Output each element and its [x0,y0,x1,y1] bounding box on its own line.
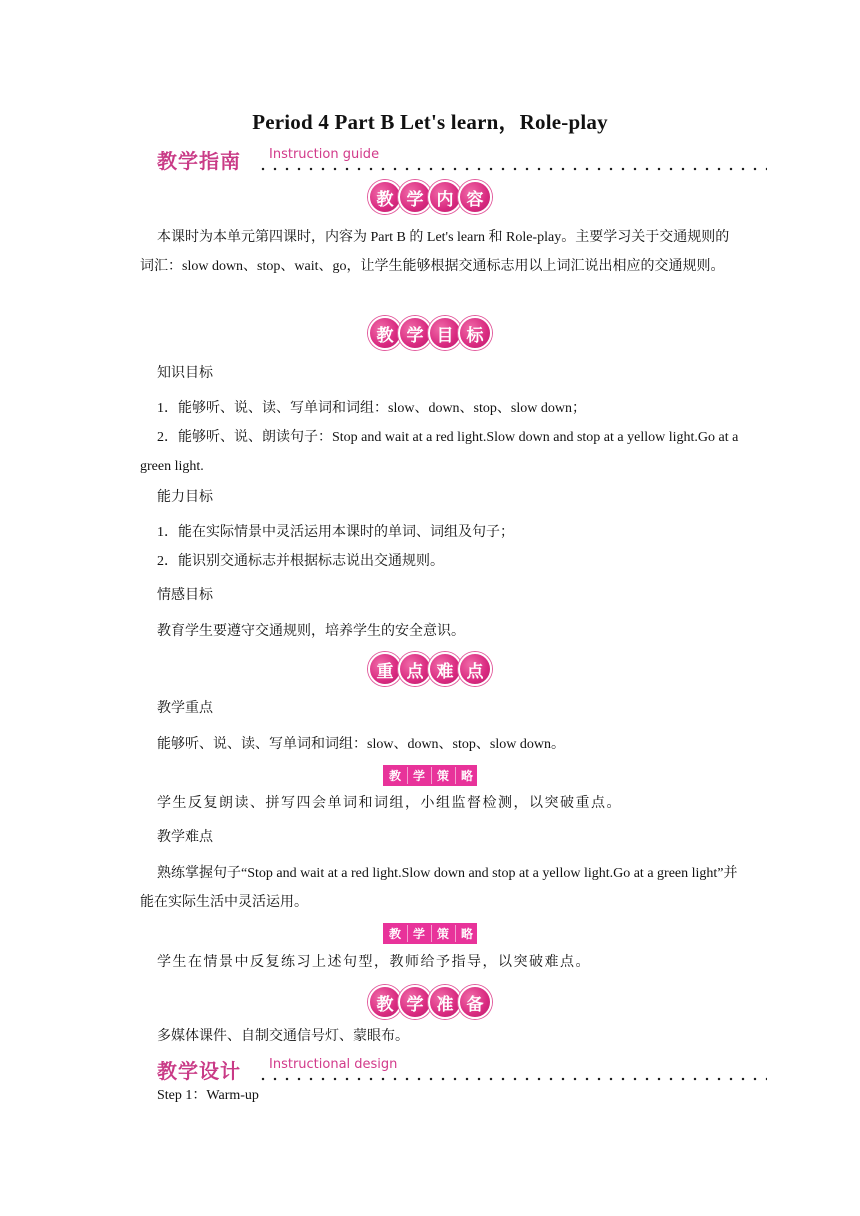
tag-char: 教 [388,769,401,783]
emotion-heading: 情感目标 [157,587,213,603]
badge-char: 容 [458,180,492,214]
section-header-guide [157,145,767,175]
badge-char: 重 [368,652,402,686]
section-title-cn: 教学指南 [157,149,241,173]
ability-item-1: 1．能在实际情景中灵活运用本课时的单词、词组及句子； [157,525,514,540]
tag-char: 略 [455,925,473,942]
ability-item-2: 2．能识别交通标志并根据标志说出交通规则。 [157,554,444,569]
content-paragraph: 本课时为本单元第四课时，内容为 Part B 的 Let's learn 和 Role-play。主要学习关于交通规则的词汇：slow down、stop、wait、go，让学生能够根据交通标志用以上词汇说出相应的交通规则。 [140,230,730,274]
badge-char: 学 [398,985,432,1019]
tag-char: 学 [407,767,425,784]
tag-char: 学 [407,925,425,942]
difficult-strategy-text: 学生在情景中反复练习上述句型，教师给予指导，以突破难点。 [157,954,591,970]
badge-char: 点 [458,652,492,686]
badge-char: 目 [428,316,462,350]
knowledge-item-2: 2．能够听、说、朗读句子：Stop and wait at a red light.Slow down and stop at a yellow light.Go at a green light. [140,430,739,474]
section-title-en: Instruction guide [269,147,380,162]
badge-char: 备 [458,985,492,1019]
ability-heading: 能力目标 [157,489,213,505]
tag-char: 略 [455,767,473,784]
badge-char: 标 [458,316,492,350]
key-strategy-text: 学生反复朗读、拼写四会单词和词组，小组监督检测，以突破重点。 [157,795,622,811]
strategy-tag [0,923,860,944]
knowledge-item-1: 1．能够听、说、读、写单词和词组：slow、down、stop、slow down； [157,401,586,416]
step-1-heading: Step 1：Warm-up [157,1088,259,1103]
badge-keypoints [0,652,860,686]
difficult-heading: 教学难点 [157,829,213,845]
section-title-cn: 教学设计 [157,1059,241,1083]
page-title: Period 4 Part B Let's learn，Role-play [252,110,608,134]
badge-char: 学 [398,316,432,350]
key-text: 能够听、说、读、写单词和词组：slow、down、stop、slow down。 [157,737,565,752]
badge-char: 点 [398,652,432,686]
badge-char: 内 [428,180,462,214]
dotted-divider [257,167,767,171]
emotion-text: 教育学生要遵守交通规则，培养学生的安全意识。 [157,624,465,639]
badge-goals [0,316,860,350]
difficult-text: 熟练掌握句子“Stop and wait at a red light.Slow down and stop at a yellow light.Go at a green light”并能在实际生活中灵活运用。 [140,866,738,910]
tag-char: 教 [388,927,401,941]
strategy-tag [0,765,860,786]
badge-char: 教 [368,985,402,1019]
badge-char: 教 [368,180,402,214]
badge-prep [0,985,860,1019]
badge-content [0,180,860,214]
section-title-en: Instructional design [269,1057,398,1072]
tag-char: 策 [431,767,449,784]
knowledge-heading: 知识目标 [157,365,213,381]
badge-char: 准 [428,985,462,1019]
badge-char: 难 [428,652,462,686]
key-heading: 教学重点 [157,700,213,716]
badge-char: 学 [398,180,432,214]
prep-text: 多媒体课件、自制交通信号灯、蒙眼布。 [157,1029,409,1044]
badge-char: 教 [368,316,402,350]
tag-char: 策 [431,925,449,942]
